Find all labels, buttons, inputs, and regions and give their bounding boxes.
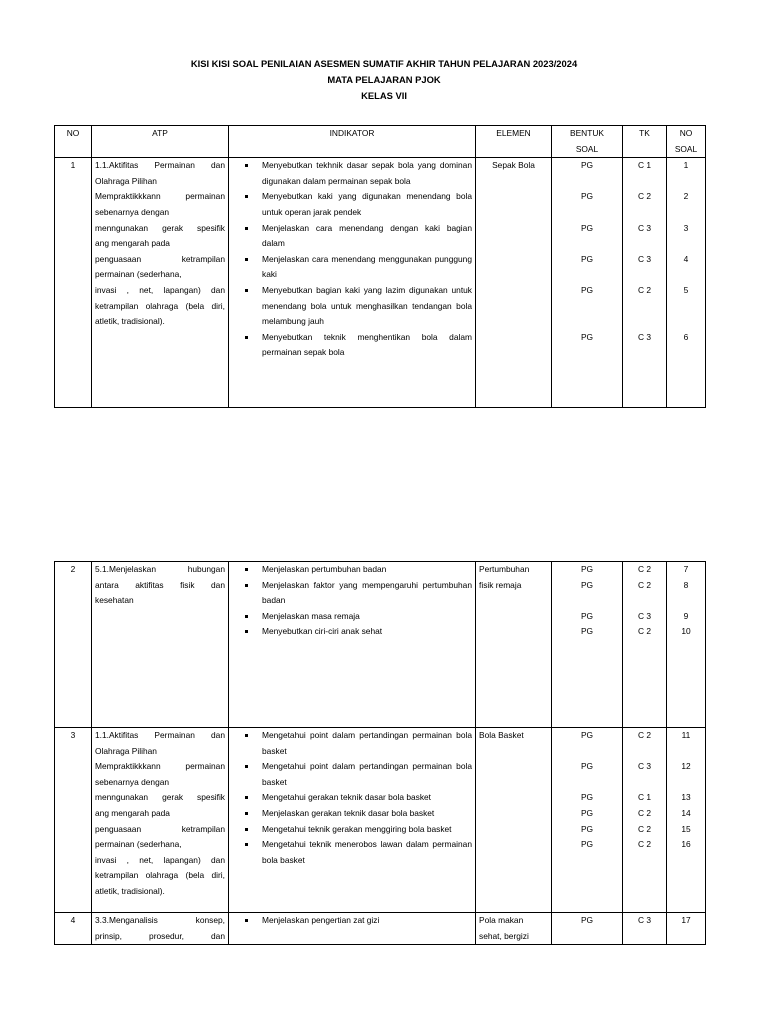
- elemen-cell: Sepak Bola: [476, 158, 552, 408]
- col-atp: ATP: [92, 126, 229, 158]
- list-item: Menjelaskan cara menendang menggunakan punggung kaki: [232, 252, 472, 283]
- list-item: Mengetahui teknik menerobos lawan dalam permainan bola basket: [232, 837, 472, 868]
- bentuk-cell: PG PG PG PG PG PG: [552, 728, 623, 913]
- row-number: 1: [55, 158, 92, 408]
- col-indikator: INDIKATOR: [229, 126, 476, 158]
- list-item: Menjelaskan masa remaja: [232, 609, 472, 625]
- atp-cell: 5.1.Menjelaskan hubungan antara aktifitas fisik dan kesehatan: [92, 562, 229, 728]
- list-item: Menjelaskan pengertian zat gizi: [232, 913, 472, 929]
- tk-cell: C 2 C 2 C 3 C 2: [623, 562, 667, 728]
- list-item: Menjelaskan faktor yang mempengaruhi pertumbuhan badan: [232, 578, 472, 609]
- indikator-cell: [229, 158, 476, 408]
- list-item: Menyebutkan kaki yang digunakan menendang bola untuk operan jarak pendek: [232, 189, 472, 220]
- row-number: 4: [55, 913, 92, 945]
- col-no: NO: [55, 126, 92, 158]
- list-item: Mengetahui point dalam pertandingan permainan bola basket: [232, 728, 472, 759]
- col-tk: TK: [623, 126, 667, 158]
- tk-cell: C 1 C 2 C 3 C 3 C 2 C 3: [623, 158, 667, 408]
- bentuk-cell: PG PG PG PG: [552, 562, 623, 728]
- table-row: [55, 562, 706, 728]
- atp-cell: 1.1.Aktifitas Permainan dan Olahraga Pilihan Mempraktikkkann permainan sebenarnya dengan menngunakan gerak spesifik ang mengarah pada penguasaan ketrampilan permainan (sederhana, invasi , net, lapangan) dan ketrampilan olahraga (bela diri, atletik, tradisional).: [92, 158, 229, 408]
- indikator-cell: [229, 728, 476, 913]
- atp-cell: 1.1.Aktifitas Permainan dan Olahraga Pilihan Mempraktikkkann permainan sebenarnya dengan menngunakan gerak spesifik ang mengarah pada penguasaan ketrampilan permainan (sederhana, invasi , net, lapangan) dan ketrampilan olahraga (bela diri, atletik, tradisional).: [92, 728, 229, 913]
- class-title: KELAS VII: [361, 90, 407, 101]
- list-item: Menjelaskan cara menendang dengan kaki bagian dalam: [232, 221, 472, 252]
- no-soal-cell: 11 12 13 14 15 16: [667, 728, 706, 913]
- list-item: Menyebutkan ciri-ciri anak sehat: [232, 624, 472, 640]
- no-soal-cell: 17: [667, 913, 706, 945]
- indikator-cell: [229, 913, 476, 945]
- tk-cell: C 2 C 3 C 1 C 2 C 2 C 2: [623, 728, 667, 913]
- tk-cell: C 3: [623, 913, 667, 945]
- row-number: 3: [55, 728, 92, 913]
- no-soal-cell: 1 2 3 4 5 6: [667, 158, 706, 408]
- table-row: [55, 158, 706, 408]
- document-header: [0, 56, 768, 104]
- col-no-soal: NO SOAL: [667, 126, 706, 158]
- list-item: Menjelaskan pertumbuhan badan: [232, 562, 472, 578]
- table-row: [55, 728, 706, 913]
- list-item: Menyebutkan tekhnik dasar sepak bola yang dominan digunakan dalam permainan sepak bola: [232, 158, 472, 189]
- col-elemen: ELEMEN: [476, 126, 552, 158]
- indikator-cell: [229, 562, 476, 728]
- table-header-row: [55, 126, 706, 158]
- elemen-cell: Pola makan sehat, bergizi: [476, 913, 552, 945]
- table-row: [55, 913, 706, 945]
- row-number: 2: [55, 562, 92, 728]
- elemen-cell: Pertumbuhan fisik remaja: [476, 562, 552, 728]
- list-item: Mengetahui point dalam pertandingan permainan bola basket: [232, 759, 472, 790]
- list-item: Menyebutkan teknik menghentikan bola dalam permainan sepak bola: [232, 330, 472, 361]
- no-soal-cell: 7 8 9 10: [667, 562, 706, 728]
- kisi-table-2: [54, 561, 706, 945]
- list-item: Menjelaskan gerakan teknik dasar bola basket: [232, 806, 472, 822]
- elemen-cell: Bola Basket: [476, 728, 552, 913]
- subject-title: MATA PELAJARAN PJOK: [327, 74, 441, 85]
- list-item: Mengetahui gerakan teknik dasar bola basket: [232, 790, 472, 806]
- bentuk-cell: PG: [552, 913, 623, 945]
- atp-cell: 3.3.Menganalisis konsep, prinsip, prosedur, dan: [92, 913, 229, 945]
- kisi-table-1: [54, 125, 706, 408]
- bentuk-cell: PG PG PG PG PG PG: [552, 158, 623, 408]
- list-item: Menyebutkan bagian kaki yang lazim digunakan untuk menendang bola untuk menghasilkan tendangan bola melambung jauh: [232, 283, 472, 330]
- col-bentuk-soal: BENTUK SOAL: [552, 126, 623, 158]
- document-title: KISI KISI SOAL PENILAIAN ASESMEN SUMATIF AKHIR TAHUN PELAJARAN 2023/2024: [190, 58, 578, 69]
- list-item: Mengetahui teknik gerakan menggiring bola basket: [232, 822, 472, 838]
